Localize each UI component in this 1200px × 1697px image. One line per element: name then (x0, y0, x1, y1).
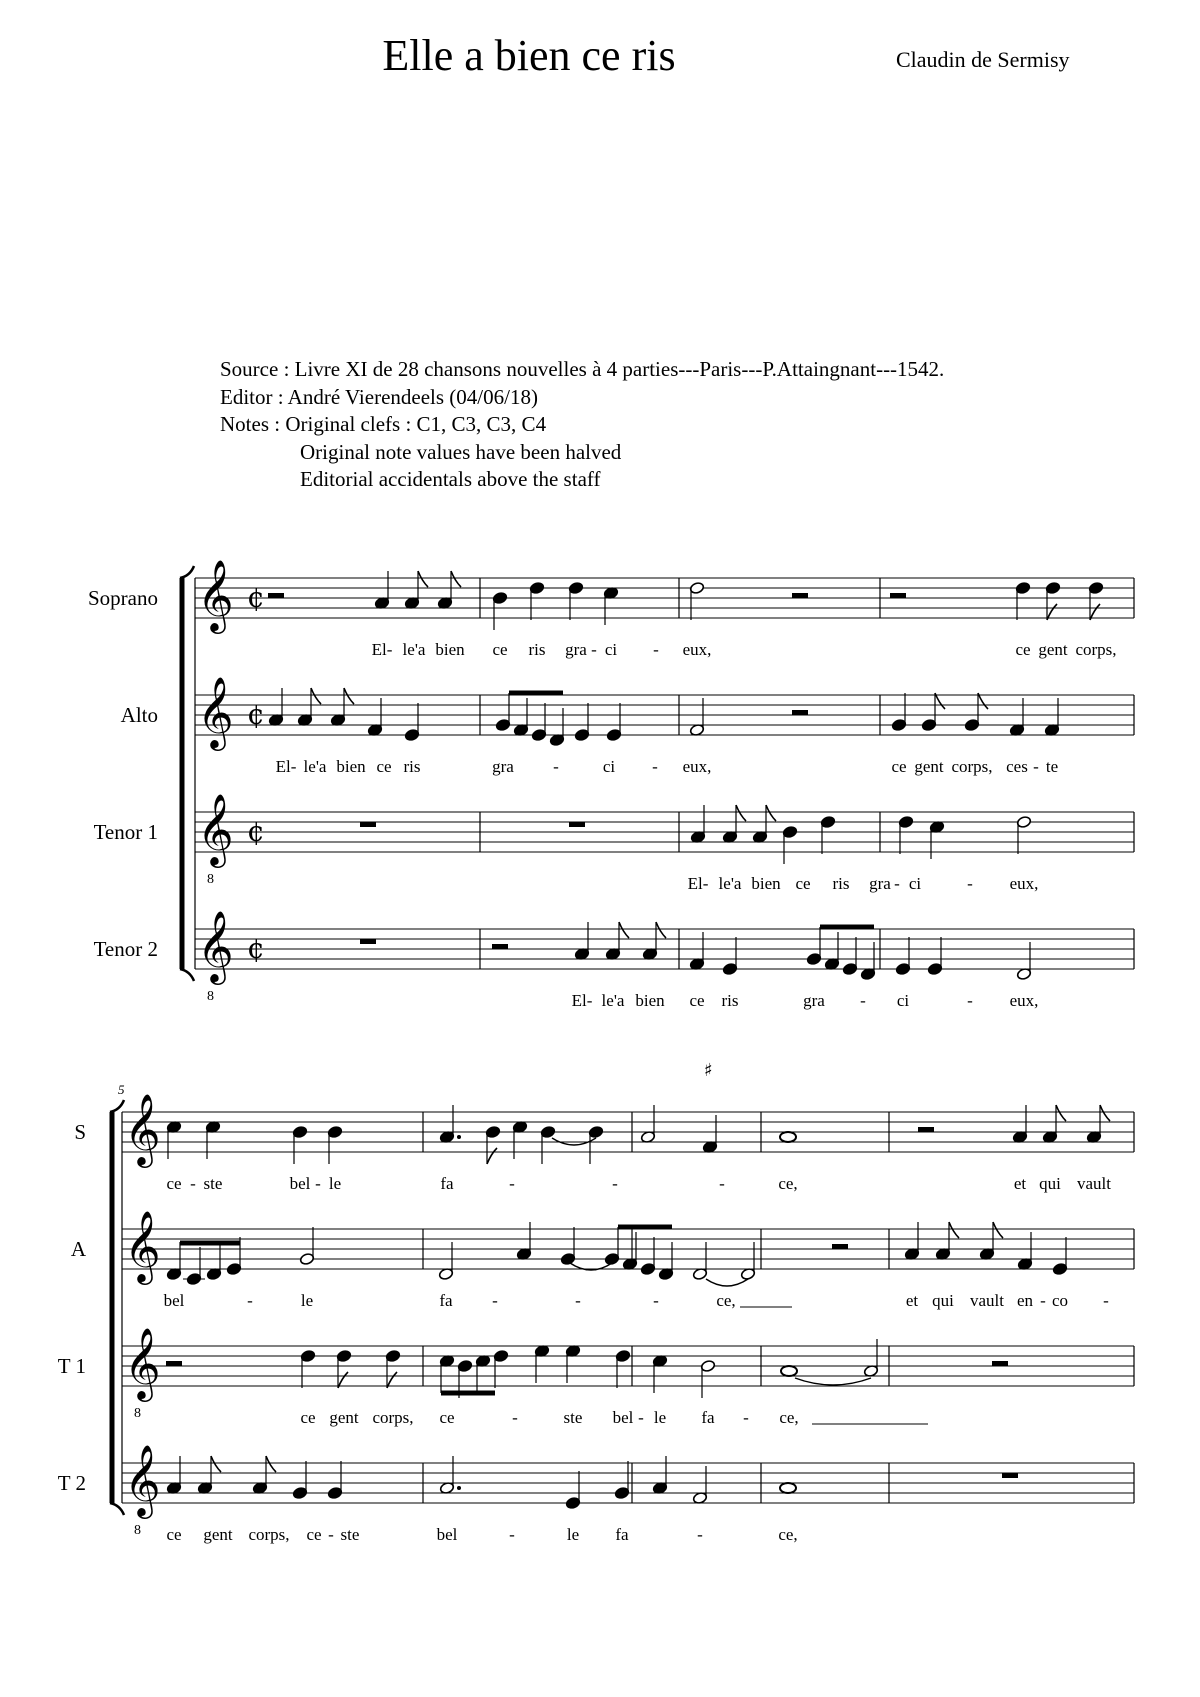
lyric-syllable: eux, (682, 757, 712, 776)
staff-label-a: A (70, 1237, 86, 1261)
note-flag (736, 805, 746, 821)
note-head (1015, 581, 1030, 594)
octave-mark: 8 (134, 1523, 141, 1538)
note-flag (656, 922, 666, 938)
lyric-syllable: en (1016, 1291, 1034, 1310)
lyric-syllable: ce, (778, 1525, 798, 1544)
staff-label-t1: T 1 (57, 1354, 86, 1378)
lyric-syllable: - (719, 1174, 725, 1193)
note-head (336, 1349, 351, 1362)
treble-clef-icon: 𝄞 (197, 909, 234, 982)
lyric-syllable: - (1103, 1291, 1109, 1310)
lyric-syllable: et (1013, 1174, 1027, 1193)
lyric-syllable: ris (528, 640, 546, 659)
lyric-syllable: - (638, 1408, 644, 1427)
note-head (327, 1486, 342, 1499)
note-flag (766, 805, 776, 821)
note-head (226, 1262, 241, 1275)
note-head (457, 1359, 472, 1372)
lyric-syllable: ce (166, 1174, 182, 1193)
lyric-syllable: le (300, 1291, 314, 1310)
lyric-syllable: ce, (716, 1291, 736, 1310)
bracket-hook (180, 969, 194, 981)
note-head (385, 1349, 400, 1362)
lyric-syllable: ris (721, 991, 739, 1010)
time-signature: ¢ (247, 932, 265, 965)
lyric-syllable: bien (336, 757, 366, 776)
octave-mark: 8 (207, 989, 214, 1004)
lyric-syllable: le'a (718, 874, 742, 893)
half-rest (166, 1361, 182, 1366)
lyric-syllable: - (967, 991, 973, 1010)
lyric-syllable: - (315, 1174, 321, 1193)
note-head (493, 1349, 508, 1362)
source-line: Source : Livre XI de 28 chansons nouvelles à 4 parties---Paris---P.Attaingnant---1542. (220, 357, 945, 381)
half-rest (918, 1127, 934, 1132)
bracket-hook (180, 566, 194, 578)
accidentals-line: Editorial accidentals above the staff (300, 467, 601, 491)
whole-rest (360, 939, 376, 944)
lyric-syllable: bel (612, 1408, 634, 1427)
note-head (540, 1125, 555, 1138)
lyric-syllable: gra (803, 991, 825, 1010)
note-head (604, 1252, 619, 1265)
lyric-syllable: corps, (248, 1525, 290, 1544)
half-note (299, 1252, 314, 1265)
half-note (689, 581, 704, 594)
note-head (495, 718, 510, 731)
bracket-hook (110, 1100, 124, 1112)
lyric-syllable: le (566, 1525, 580, 1544)
note-flag (266, 1456, 276, 1472)
note-head (1088, 581, 1103, 594)
lyric-syllable: ce (891, 757, 907, 776)
composer-name: Claudin de Sermisy (896, 47, 1070, 72)
lyric-syllable: ce (306, 1525, 322, 1544)
lyric-syllable: ce (689, 991, 705, 1010)
note-head (292, 1486, 307, 1499)
lyric-syllable: le'a (402, 640, 426, 659)
note-flag (344, 688, 354, 704)
staff-label-s: S (74, 1120, 86, 1144)
half-note (1016, 815, 1031, 828)
lyric-syllable: El- (371, 640, 393, 659)
lyric-syllable: - (743, 1408, 749, 1427)
whole-rest (569, 822, 585, 827)
whole-note (781, 1366, 797, 1376)
lyric-syllable: - (509, 1525, 515, 1544)
lyric-syllable: co (1051, 1291, 1069, 1310)
lyric-syllable: ris (403, 757, 421, 776)
lyric-syllable: ce (795, 874, 811, 893)
whole-note (780, 1132, 796, 1142)
lyric-syllable: et (905, 1291, 919, 1310)
lyric-syllable: gent (1038, 640, 1068, 659)
clefs-line: Notes : Original clefs : C1, C3, C3, C4 (220, 412, 547, 436)
note-head (560, 1252, 575, 1265)
lyric-syllable: corps, (1075, 640, 1117, 659)
lyric-syllable: gent (914, 757, 944, 776)
lyric-syllable: - (328, 1525, 334, 1544)
lyric-syllable: - (894, 874, 900, 893)
lyric-syllable: - (612, 1174, 618, 1193)
dot (457, 1135, 461, 1139)
whole-rest (1002, 1473, 1018, 1478)
note-head (640, 1262, 655, 1275)
note-flag (619, 922, 629, 938)
lyric-syllable: le (653, 1408, 667, 1427)
lyric-syllable: bien (435, 640, 465, 659)
lyric-syllable: ci (602, 757, 616, 776)
note-head (782, 825, 797, 838)
lyric-syllable: ste (340, 1525, 360, 1544)
lyric-syllable: bien (635, 991, 665, 1010)
lyric-syllable: ste (203, 1174, 223, 1193)
note-head (895, 962, 910, 975)
note-head (531, 728, 546, 741)
note-head (1045, 581, 1060, 594)
note-head (891, 718, 906, 731)
note-head (921, 718, 936, 731)
note-head (820, 815, 835, 828)
time-signature: ¢ (247, 581, 265, 614)
lyric-syllable: ste (563, 1408, 583, 1427)
lyric-syllable: - (697, 1525, 703, 1544)
note-flag (1056, 1105, 1066, 1121)
treble-clef-icon: 𝄞 (124, 1092, 161, 1165)
treble-clef-icon: 𝄞 (124, 1326, 161, 1399)
lyric-syllable: ce (300, 1408, 316, 1427)
measure-number: 5 (118, 1082, 125, 1097)
lyric-syllable: gent (203, 1525, 233, 1544)
lyric-syllable: eux, (1009, 991, 1039, 1010)
tie (706, 1279, 748, 1286)
lyric-syllable: - (653, 640, 659, 659)
whole-rest (360, 822, 376, 827)
time-signature: ¢ (247, 815, 265, 848)
lyric-syllable: gra (492, 757, 514, 776)
note-head (842, 962, 857, 975)
editor-line: Editor : André Vierendeels (04/06/18) (220, 384, 538, 409)
lyric-syllable: vault (970, 1291, 1004, 1310)
lyric-syllable: qui (1039, 1174, 1061, 1193)
lyric-syllable: ces (1006, 757, 1028, 776)
lyric-syllable: le'a (303, 757, 327, 776)
note-head (1052, 1262, 1067, 1275)
note-head (614, 1486, 629, 1499)
piece-title: Elle a bien ce ris (382, 31, 676, 80)
lyric-syllable: - (512, 1408, 518, 1427)
lyric-syllable: fa (701, 1408, 715, 1427)
note-flag (451, 571, 461, 587)
lyric-syllable: El- (571, 991, 593, 1010)
lyric-syllable: bel (289, 1174, 311, 1193)
lyric-syllable: - (492, 1291, 498, 1310)
lyric-syllable: - (247, 1291, 253, 1310)
lyric-syllable: - (860, 991, 866, 1010)
lyric-syllable: - (575, 1291, 581, 1310)
half-rest (492, 944, 508, 949)
half-rest (992, 1361, 1008, 1366)
lyric-syllable: gent (329, 1408, 359, 1427)
note-head (964, 718, 979, 731)
bracket-hook (110, 1503, 124, 1515)
lyric-syllable: El- (275, 757, 297, 776)
lyric-syllable: ce, (779, 1408, 799, 1427)
lyric-syllable: fa (615, 1525, 629, 1544)
note-flag (487, 1148, 497, 1164)
treble-clef-icon: 𝄞 (124, 1209, 161, 1282)
octave-mark: 8 (207, 872, 214, 887)
lyric-syllable: le (328, 1174, 342, 1193)
lyric-syllable: - (653, 1291, 659, 1310)
lyric-syllable: eux, (682, 640, 712, 659)
lyric-syllable: bien (751, 874, 781, 893)
octave-mark: 8 (134, 1406, 141, 1421)
lyric-syllable: ce (166, 1525, 182, 1544)
treble-clef-icon: 𝄞 (197, 558, 234, 631)
lyric-syllable: El- (687, 874, 709, 893)
treble-clef-icon: 𝄞 (197, 792, 234, 865)
note-head (722, 962, 737, 975)
note-head (568, 581, 583, 594)
lyric-syllable: eux, (1009, 874, 1039, 893)
half-note (700, 1359, 715, 1372)
note-head (606, 728, 621, 741)
lyric-syllable: le'a (601, 991, 625, 1010)
sharp-icon: ♯ (704, 1060, 713, 1081)
note-flag (993, 1222, 1003, 1238)
lyric-syllable: bel (163, 1291, 185, 1310)
lyric-syllable: ci (604, 640, 618, 659)
lyric-syllable: ris (832, 874, 850, 893)
lyric-syllable: - (1040, 1291, 1046, 1310)
note-flag (949, 1222, 959, 1238)
note-head (529, 581, 544, 594)
note-head (492, 591, 507, 604)
lyric-syllable: gra (565, 640, 587, 659)
lyric-syllable: ce, (778, 1174, 798, 1193)
note-head (927, 962, 942, 975)
note-head (327, 1125, 342, 1138)
note-head (806, 952, 821, 965)
half-rest (832, 1244, 848, 1249)
half-rest (890, 593, 906, 598)
lyric-syllable: - (1033, 757, 1039, 776)
lyric-syllable: ci (896, 991, 910, 1010)
lyric-syllable: fa (440, 1174, 454, 1193)
note-head (574, 728, 589, 741)
lyric-syllable: bel (436, 1525, 458, 1544)
lyric-syllable: - (509, 1174, 515, 1193)
lyric-syllable: ce (439, 1408, 455, 1427)
note-flag (311, 688, 321, 704)
lyric-syllable: fa (439, 1291, 453, 1310)
lyric-syllable: corps, (951, 757, 993, 776)
half-rest (268, 593, 284, 598)
lyric-syllable: ce (376, 757, 392, 776)
treble-clef-icon: 𝄞 (124, 1443, 161, 1516)
note-head (292, 1125, 307, 1138)
note-head (565, 1496, 580, 1509)
treble-clef-icon: 𝄞 (197, 675, 234, 748)
lyric-syllable: corps, (372, 1408, 414, 1427)
staff-label-soprano: Soprano (88, 586, 158, 610)
staff-label-tenor2: Tenor 2 (93, 937, 158, 961)
note-head (300, 1349, 315, 1362)
lyric-syllable: - (967, 874, 973, 893)
half-rest (792, 710, 808, 715)
half-rest (792, 593, 808, 598)
note-head (485, 1125, 500, 1138)
lyric-syllable: te (1045, 757, 1059, 776)
whole-note (780, 1483, 796, 1493)
lyric-syllable: - (652, 757, 658, 776)
note-head (588, 1125, 603, 1138)
note-head (404, 728, 419, 741)
tie (795, 1378, 871, 1385)
note-flag (1100, 1105, 1110, 1121)
lyric-syllable: vault (1077, 1174, 1111, 1193)
note-values-line: Original note values have been halved (300, 439, 622, 464)
lyric-syllable: ci (908, 874, 922, 893)
note-flag (418, 571, 428, 587)
dot (457, 1486, 461, 1490)
lyric-syllable: gra (869, 874, 891, 893)
lyric-syllable: - (553, 757, 559, 776)
note-flag (211, 1456, 221, 1472)
note-head (898, 815, 913, 828)
time-signature: ¢ (247, 698, 265, 731)
lyric-syllable: ce (1015, 640, 1031, 659)
lyric-syllable: - (591, 640, 597, 659)
lyric-syllable: qui (932, 1291, 954, 1310)
staff-label-tenor1: Tenor 1 (93, 820, 158, 844)
lyric-syllable: ce (492, 640, 508, 659)
note-head (615, 1349, 630, 1362)
staff-label-alto: Alto (120, 703, 158, 727)
lyric-syllable: - (190, 1174, 196, 1193)
staff-label-t2: T 2 (57, 1471, 86, 1495)
